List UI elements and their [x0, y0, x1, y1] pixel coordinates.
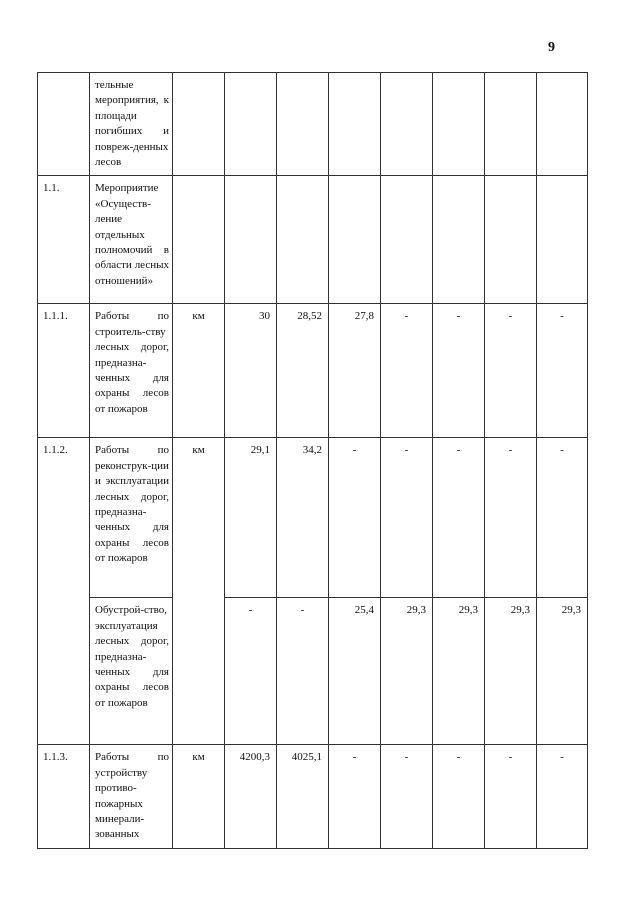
value-cell: - [225, 598, 277, 745]
item-description: Работы по строитель-ству лесных дорог, предназна-ченных для охраны лесов от пожаров [90, 304, 173, 438]
value-cell: 34,2 [277, 438, 329, 598]
value-cell [381, 73, 433, 176]
value-cell: - [277, 598, 329, 745]
value-cell: 27,8 [329, 304, 381, 438]
page-number: 9 [548, 40, 555, 55]
value-cell: 29,3 [485, 598, 537, 745]
value-cell [485, 176, 537, 304]
value-cell: - [433, 304, 485, 438]
item-number: 1.1.3. [38, 745, 90, 848]
value-cell: 4025,1 [277, 745, 329, 848]
value-cell [277, 176, 329, 304]
unit-cell: км [173, 745, 225, 848]
table-row [38, 598, 588, 745]
item-number: 1.1. [38, 176, 90, 304]
item-number: 1.1.1. [38, 304, 90, 438]
value-cell [329, 73, 381, 176]
value-cell [225, 73, 277, 176]
item-description: тельные мероприятия, к площади погибших и повреж-денных лесов [90, 73, 173, 176]
value-cell: 29,3 [433, 598, 485, 745]
unit-cell [173, 73, 225, 176]
indicators-table [37, 72, 588, 849]
value-cell: - [329, 438, 381, 598]
value-cell: 29,1 [225, 438, 277, 598]
table-row [38, 745, 588, 848]
value-cell [433, 73, 485, 176]
unit-cell: км [173, 304, 225, 438]
unit-cell [173, 176, 225, 304]
value-cell: - [381, 745, 433, 848]
item-description: Обустрой-ство, эксплуатация лесных дорог, предназна-ченных для охраны лесов от пожаров [90, 598, 173, 745]
value-cell: - [329, 745, 381, 848]
value-cell: - [537, 304, 588, 438]
value-cell: - [433, 745, 485, 848]
value-cell [225, 176, 277, 304]
value-cell: - [433, 438, 485, 598]
item-description: Мероприятие «Осуществ-ление отдельных полномочий в области лесных отношений» [90, 176, 173, 304]
value-cell [277, 73, 329, 176]
value-cell: - [485, 745, 537, 848]
value-cell [485, 73, 537, 176]
value-cell: 30 [225, 304, 277, 438]
value-cell [433, 176, 485, 304]
value-cell: 29,3 [381, 598, 433, 745]
table-row [38, 176, 588, 304]
unit-cell: км [173, 438, 225, 745]
value-cell [537, 73, 588, 176]
value-cell: - [537, 745, 588, 848]
table-row [38, 73, 588, 176]
value-cell [381, 176, 433, 304]
item-number: 1.1.2. [38, 438, 90, 745]
value-cell: - [485, 304, 537, 438]
value-cell: 29,3 [537, 598, 588, 745]
value-cell: - [381, 304, 433, 438]
value-cell: 4200,3 [225, 745, 277, 848]
item-description: Работы по устройству противо-пожарных минерали-зованных [90, 745, 173, 848]
value-cell: - [485, 438, 537, 598]
value-cell: - [537, 438, 588, 598]
value-cell [537, 176, 588, 304]
table-row [38, 438, 588, 598]
item-number [38, 73, 90, 176]
item-description: Работы по реконструк-ции и эксплуатации лесных дорог, предназна-ченных для охраны лесов от пожаров [90, 438, 173, 598]
value-cell: - [381, 438, 433, 598]
value-cell: 28,52 [277, 304, 329, 438]
value-cell: 25,4 [329, 598, 381, 745]
value-cell [329, 176, 381, 304]
table-row [38, 304, 588, 438]
